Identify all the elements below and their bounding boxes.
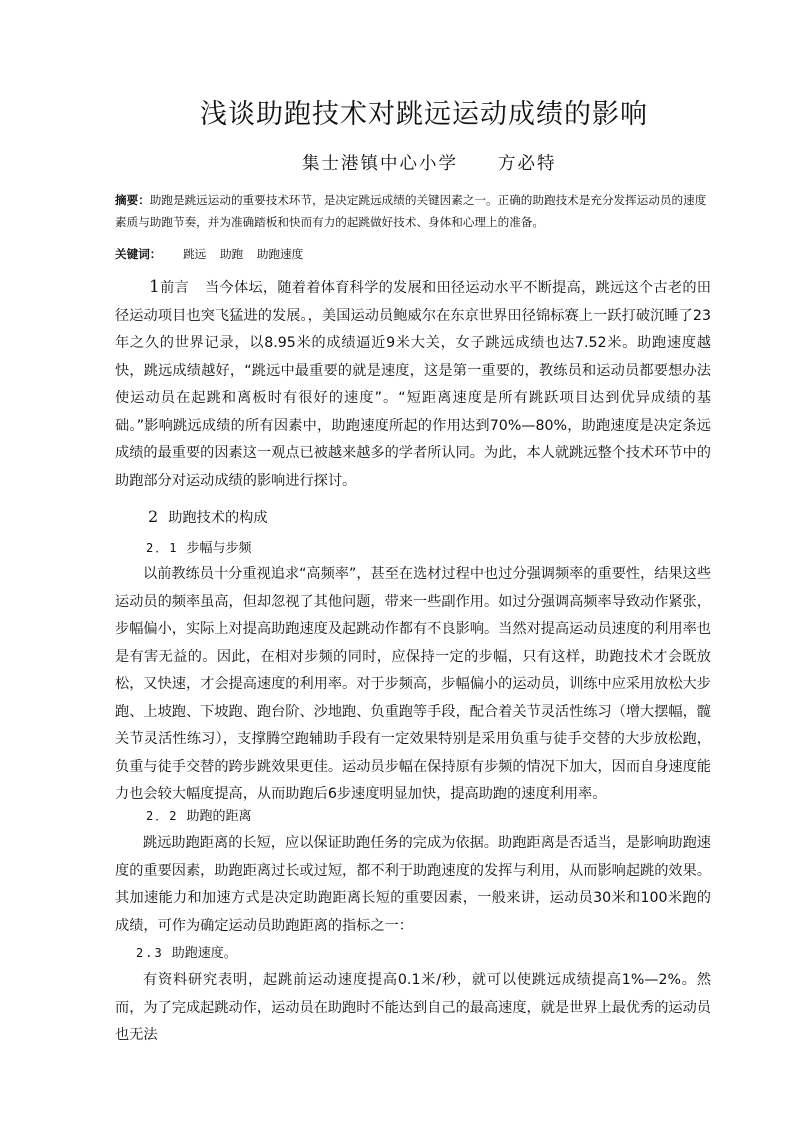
section-2-3-title: 助跑速度。 (171, 946, 237, 961)
section-2-2-paragraph: 跳远助跑距离的长短，应以保证助跑任务的完成为依据。助跑距离是否适当，是影响助跑速度的重要因素，助跑距离过长或过短，都不利于助跑速度的发挥与利用，从而影响起跳的效果。其加速能力和加速方式是决定助跑距离长短的重要因素，一般来讲，运动员30米和100米跑的成绩，可作为确定运动员助跑距离的指标之一： (115, 835, 711, 934)
section-2-1-number: 2．1 (146, 541, 179, 555)
keywords (115, 244, 313, 264)
keyword-item: 助跑 (219, 247, 244, 261)
intro-paragraph (115, 274, 711, 495)
abstract (115, 189, 715, 233)
section-2-3-paragraph: 有资料研究表明，起跳前运动速度提高0.1米/秒，就可以使跳远成绩提高1%—2%。然而，为了完成起跳动作，运动员在助跑时不能达到自己的最高速度，就是世界上最优秀的运动员也无法 (115, 972, 711, 1043)
author-name: 方必特 (498, 154, 557, 174)
keywords-label: 关键词： (115, 247, 162, 261)
keyword-item: 助跑速度 (256, 247, 304, 261)
section-2-2-number: 2．2 (146, 809, 179, 823)
abstract-label: 摘要： (115, 193, 150, 207)
section-2-1-heading (146, 536, 251, 561)
section-2-2-heading (146, 804, 251, 829)
intro-heading: 前言 (159, 280, 190, 296)
section-2-1-paragraph: 以前教练员十分重视追求“高频率”，甚至在选材过程中也过分强调频率的重要性，结果这些运动员的频率虽高，但却忽视了其他问题，带来一些副作用。如过分强调高频率导致动作紧张，步幅偏小，实际上对提高助跑速度及起跳动作都有不良影响。当然对提高运动员速度的利用率也是有害无益的。因此，在相对步频的同时，应保持一定的步幅，只有这样，助跑技术才会既放松，又快速，才会提高速度的利用率。对于步频高，步幅偏小的运动员，训练中应采用放松大步跑、上坡跑、下坡跑、跑台阶、沙地跑、负重跑等手段，配合着关节灵活性练习（增大摆幅，髋关节灵活性练习），支撑腾空跑辅助手段有一定效果特别是采用负重与徒手交替的大步放松跑，负重与徒手交替的跨步跳效果更佳。运动员步幅在保持原有步频的情况下加大，因而自身速度能力也会较大幅度提高，从而助跑后6步速度明显加快，提高助跑的速度利用率。 (115, 566, 712, 802)
paper-title: 浅谈助跑技术对跳远运动成绩的影响 (200, 99, 648, 130)
section-2-title: 助跑技术的构成 (168, 510, 268, 526)
section-2-heading (148, 503, 268, 532)
intro-text: 当今体坛，随着着体育科学的发展和田径运动水平不断提高，跳远这个古老的田径运动项目也突飞猛进的发展。，美国运动员鲍威尔在东京世界田径锦标赛上一跃打破沉睡了23年之久的世界记录，以8.95米的成绩逼近9米大关，女子跳远成绩也达7.52米。助跑速度越快，跳远成绩越好，“跳远中最重要的就是速度，这是第一重要的，教练员和运动员都要想办法使运动员在起跳和离板时有很好的速度”。“短距离速度是所有跳跃项目达到优异成绩的基础。”影响跳远成绩的所有因素中，助跑速度所起的作用达到70%—80%，助跑速度是决定条远成绩的最重要的因素这一观点已被越来越多的学者所认同。为此，本人就跳远整个技术环节中的助跑部分对运动成绩的影响进行探讨。 (115, 280, 711, 489)
section-2-3-number: 2.3 (136, 946, 164, 960)
intro-number: 1 (149, 277, 160, 297)
section-2-2-title: 助跑的距离 (186, 809, 252, 824)
abstract-text: 助跑是跳远运动的重要技术环节，是决定跳远成绩的关键因素之一。正确的助跑技术是充分发挥运动员的速度素质与助跑节奏，并为准确踏板和快而有力的起跳做好技术、身体和心理上的准备。 (115, 193, 707, 229)
keyword-item: 跳远 (183, 247, 207, 261)
author-school: 集士港镇中心小学 (302, 154, 458, 174)
section-2-3-heading (136, 941, 237, 966)
section-2-1-title: 步幅与步频 (186, 541, 252, 556)
section-2-number: 2 (148, 507, 159, 526)
